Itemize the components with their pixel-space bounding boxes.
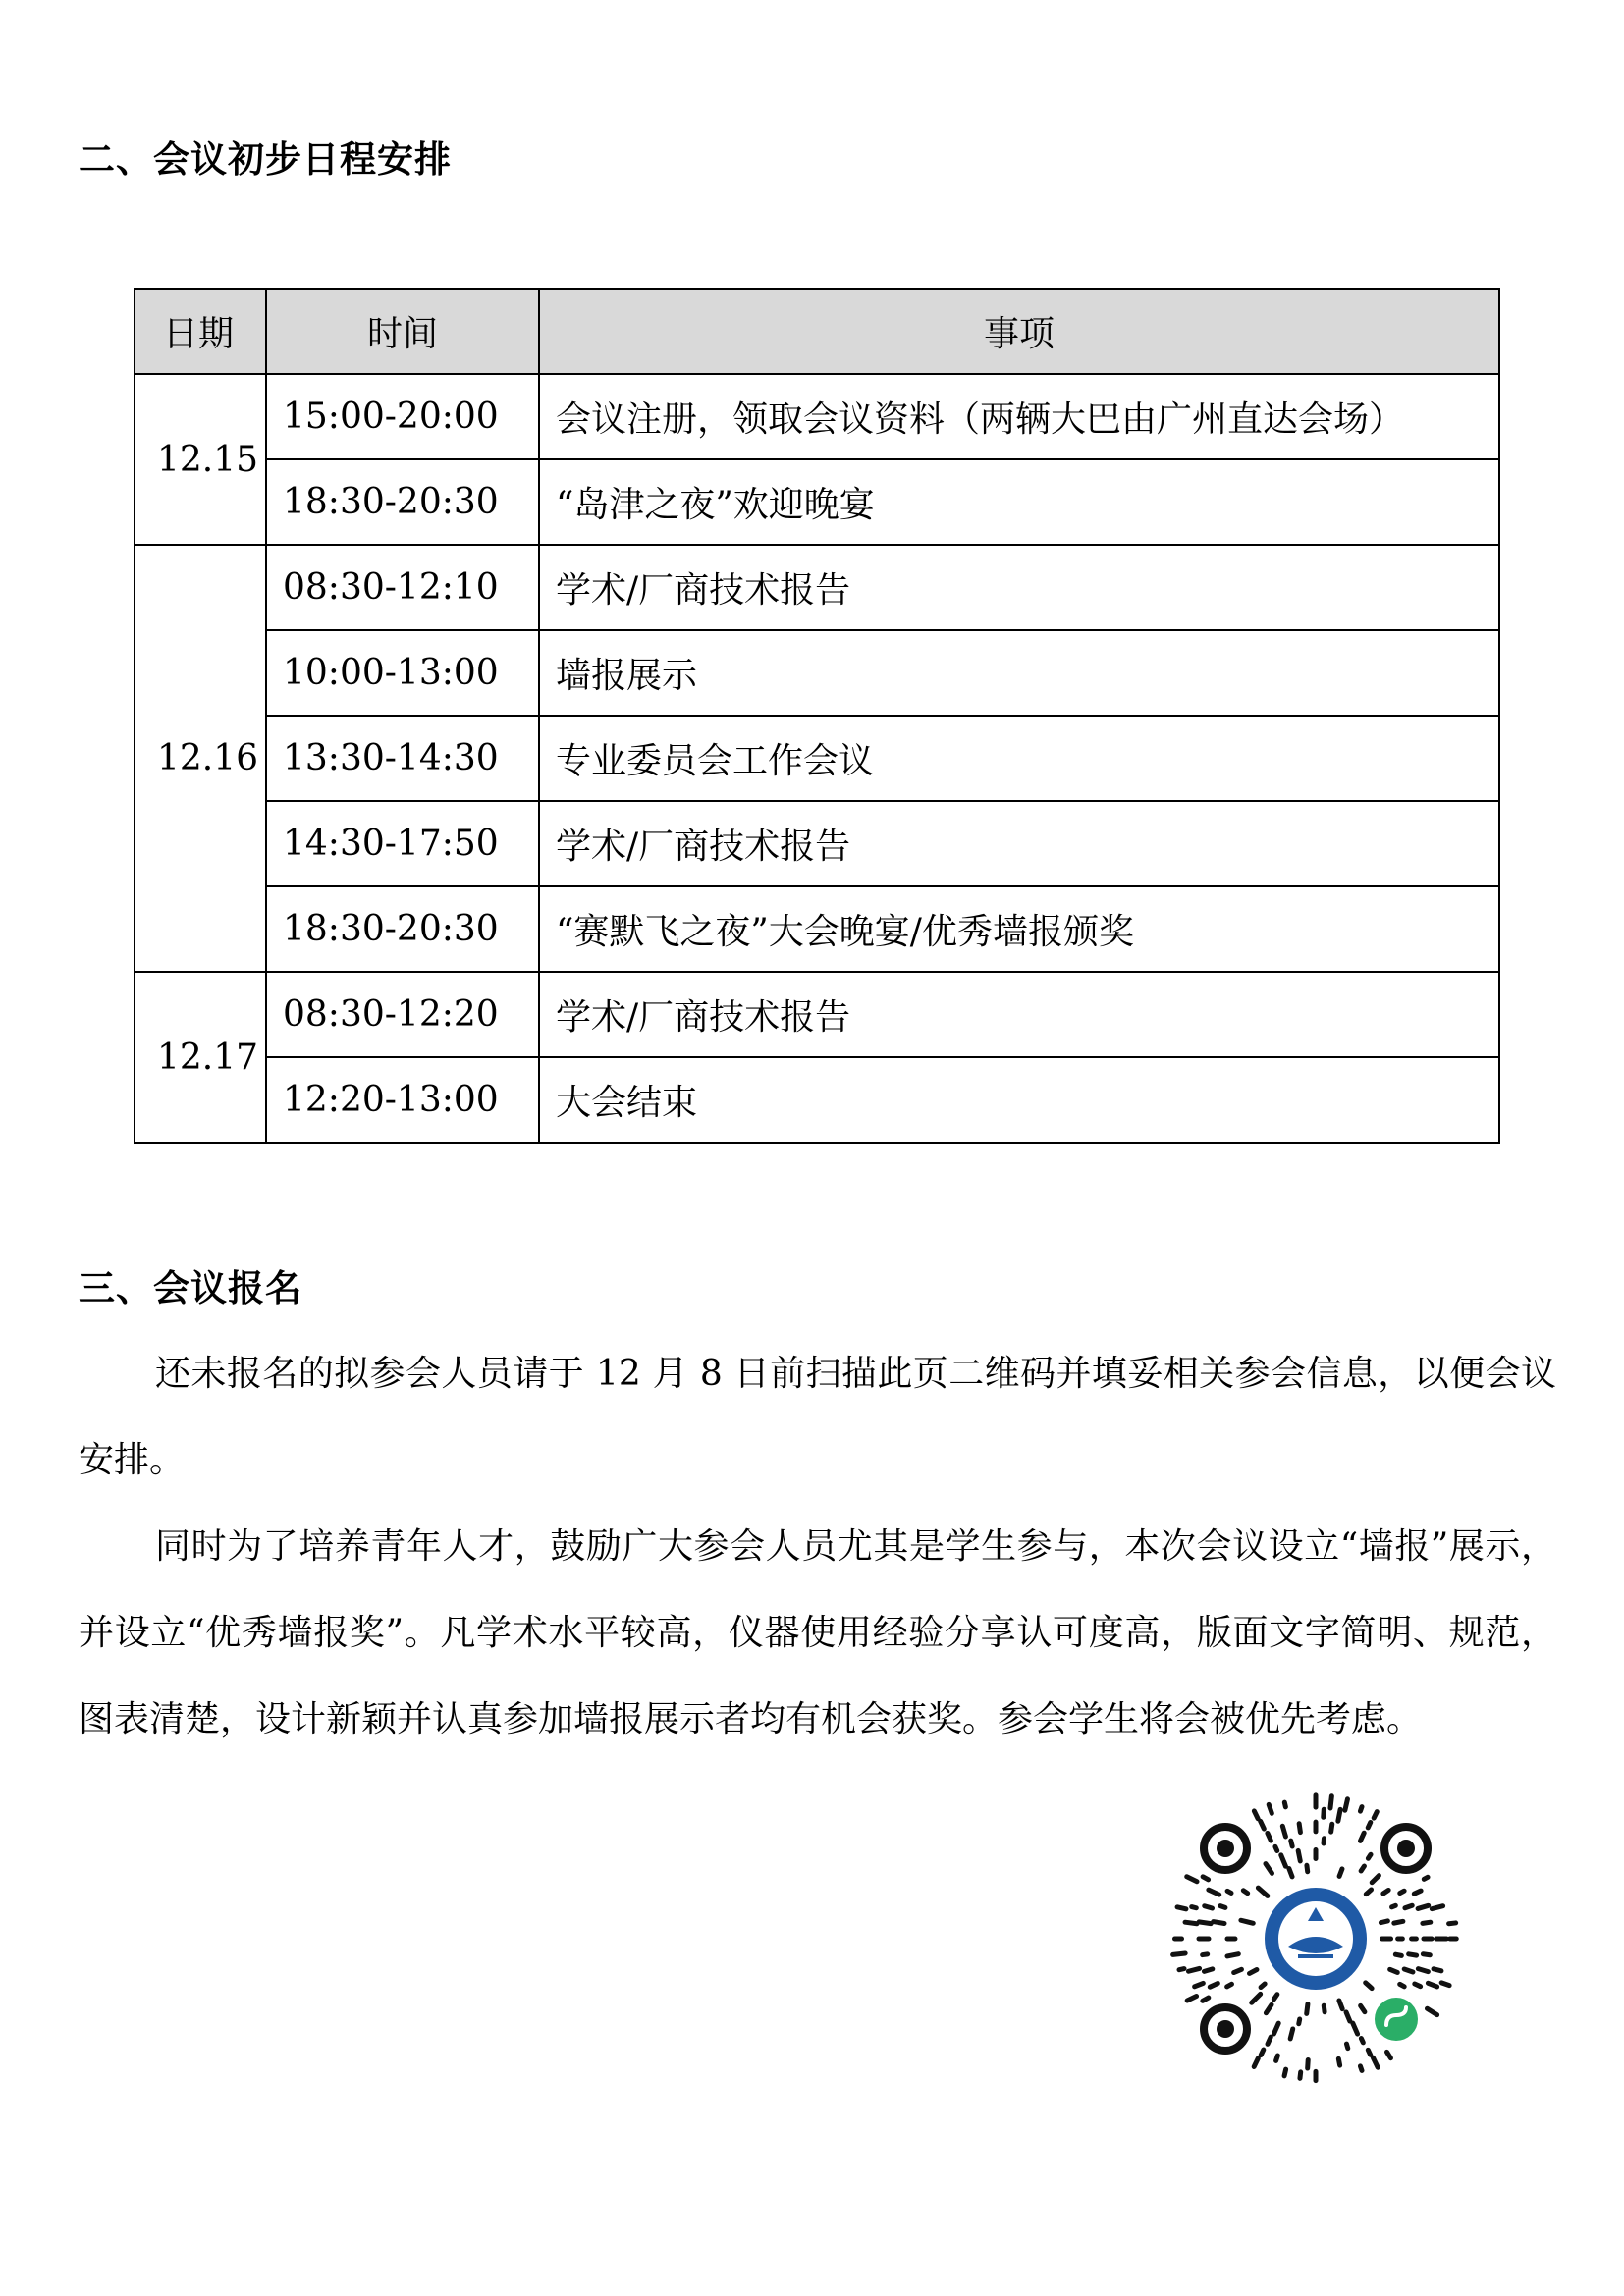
registration-paragraph: 还未报名的拟参会人员请于 12 月 8 日前扫描此页二维码并填妥相关参会信息，以便会议安排。 [79,1354,1556,1480]
qr-code-mark [1195,1983,1204,1986]
qr-code-mark [1434,1969,1441,1971]
qr-code-mark [1324,2005,1325,2012]
time-cell: 18:30-20:30 [266,886,539,972]
qr-code-mark [1373,2057,1378,2067]
qr-code-mark [1400,1984,1405,1986]
event-cell: 会议注册，领取会议资料（两辆大巴由广州直达会场） [539,374,1499,459]
qr-code-mark [1261,2050,1264,2056]
qr-code-mark [1192,1907,1197,1908]
qr-code-mark [1360,2066,1362,2071]
qr-code-mark [1414,1891,1421,1894]
qr-code-mark [1424,1877,1428,1879]
date-cell: 12.16 [135,545,266,972]
qr-code-mark [1339,2001,1342,2009]
table-row [135,630,1499,716]
qr-code-mark [1338,2058,1339,2065]
qr-code-mark [1368,1822,1371,1827]
qr-code-mark [1243,1891,1247,1894]
qr-code-mark [1380,1921,1387,1923]
qr-code-mark [1366,1983,1372,1989]
qr-code-mark [1345,1799,1348,1810]
qr-code-mark [1383,1890,1388,1894]
qr-code-mark [1298,1850,1300,1861]
qr-code-mark [1266,1864,1272,1874]
qr-code-mark [1269,1804,1272,1813]
qr-code-mark [1203,1954,1208,1955]
header-event: 事项 [539,289,1499,374]
qr-code-mark [1205,1906,1213,1908]
time-cell: 15:00-20:00 [266,374,539,459]
qr-code-mark [1199,1922,1211,1924]
qr-code-mark [1173,1953,1186,1954]
qr-code-mark [1405,1905,1412,1908]
time-cell: 18:30-20:30 [266,459,539,545]
qr-code-mark [1203,1877,1208,1880]
qr-code-mark [1227,1954,1238,1956]
qr-code-mark [1187,1996,1196,2000]
table-row [135,545,1499,630]
qr-code-mark [1346,2044,1347,2049]
event-cell: 学术/厂商技术报告 [539,545,1499,630]
table-header-row [135,289,1499,374]
qr-code-mark [1179,1969,1184,1970]
event-cell: 墙报展示 [539,630,1499,716]
society-logo-icon [1259,1882,1373,1996]
qr-code-mark [1289,1868,1292,1876]
qr-code-mark [1210,1984,1218,1988]
qr-code-mark [1360,1807,1362,1812]
qr-code-mark [1404,1969,1413,1972]
qr-code-mark [1400,1891,1404,1893]
qr-code-mark [1261,1821,1265,1829]
qr-code-mark [1395,1954,1401,1955]
qr-code-mark [1390,1969,1398,1972]
event-cell: 学术/厂商技术报告 [539,801,1499,886]
date-cell: 12.17 [135,972,266,1143]
qr-code-mark [1427,2008,1436,2014]
qr-code-mark [1368,2050,1370,2055]
qr-code-mark [1241,1920,1253,1923]
qr-code-mark [1234,1969,1242,1972]
qr-code-mark [1268,2037,1271,2044]
qr-code-mark [1361,2039,1363,2043]
qr-code-mark [1308,2059,1309,2068]
qr-code-mark [1307,1865,1308,1871]
qr-code-mark [1368,1854,1371,1858]
event-cell: “赛默飞之夜”大会晚宴/优秀墙报颁奖 [539,886,1499,972]
qr-code-mark [1418,1905,1429,1908]
wechat-mini-program-badge-icon [1373,1996,1420,2043]
header-date: 日期 [135,289,266,374]
section-heading-registration: 三、会议报名 [79,1267,302,1309]
qr-code-mark [1282,1826,1285,1837]
qr-code-mark [1273,1995,1276,2000]
qr-code-mark [1418,1969,1428,1972]
qr-code-mark [1338,1809,1340,1821]
qr-code-mark [1258,1888,1267,1896]
qr-code-mark [1409,1954,1417,1955]
qr-code-mark [1324,1809,1325,1817]
qr-code-mark [1276,2056,1278,2060]
time-cell: 14:30-17:50 [266,801,539,886]
qr-code-mark [1261,1984,1265,1988]
qr-code-mark [1203,1998,1209,2001]
qr-code-mark [1361,1866,1364,1871]
qr-code-mark [1330,1796,1331,1808]
qr-code-mark [1214,1922,1224,1924]
time-cell: 10:00-13:00 [266,630,539,716]
qr-code-mark [1339,1869,1342,1876]
poster-award-paragraph: 同时为了培养青年人才，鼓励广大参会人员尤其是学生参与，本次会议设立“墙报”展示，并设立“优秀墙报奖”。凡学术水平较高，仪器使用经验分享认可度高，版面文字简明、规范，图表清楚，设计新颖并认真参加墙报展示者均有机会获奖。参会学生将会被优先考虑。 [79,1526,1556,1739]
qr-code-mark [1268,1833,1272,1841]
time-cell: 13:30-14:30 [266,716,539,801]
qr-code-mark [1284,1802,1285,1807]
qr-code-mark [1372,1876,1379,1883]
event-cell: 学术/厂商技术报告 [539,972,1499,1057]
qr-code-mark [1254,2058,1258,2067]
qr-code-mark [1187,1877,1197,1882]
qr-code-mark [1394,1921,1403,1923]
qr-code-mark [1284,2069,1286,2076]
table-row [135,716,1499,801]
qr-code-mark [1227,1984,1232,1987]
qr-code-mark [1220,1906,1225,1908]
table-row [135,1057,1499,1143]
qr-code-mark [1423,1922,1431,1923]
qr-code-mark [1346,2012,1350,2021]
table-row [135,972,1499,1057]
qr-code-mark [1281,1855,1286,1866]
table-row [135,374,1499,459]
event-cell: 专业委员会工作会议 [539,716,1499,801]
qr-code-mark [1428,1983,1436,1987]
qr-code-mark [1360,1833,1364,1841]
qr-code-mark [1177,1907,1186,1909]
event-cell: “岛津之夜”欢迎晚宴 [539,459,1499,545]
date-cell: 12.15 [135,374,266,545]
table-row [135,886,1499,972]
qr-code-mark [1361,2005,1365,2011]
qr-code-mark [1266,2004,1272,2012]
qr-code-mark [1432,1906,1442,1909]
qr-code-mark [1209,1890,1219,1895]
mini-program-qr-code-icon[interactable] [1168,1791,1463,2086]
qr-code-mark [1227,1891,1231,1893]
qr-code-mark [1415,1984,1421,1987]
qr-code-mark [1449,1923,1456,1924]
qr-code-mark [1185,1922,1197,1924]
qr-code-mark [1299,1824,1300,1833]
qr-code-mark [1392,1905,1396,1907]
qr-code-mark [1252,1994,1261,2002]
qr-code-mark [1366,1890,1371,1895]
table-row [135,459,1499,545]
qr-code-mark [1273,2023,1278,2034]
time-cell: 12:20-13:00 [266,1057,539,1143]
qr-code-mark [1250,1970,1257,1974]
schedule-table [134,288,1500,1144]
qr-code-mark [1300,2072,1301,2078]
qr-code-mark [1188,1968,1199,1971]
qr-code-mark [1290,2029,1293,2039]
time-cell: 08:30-12:20 [266,972,539,1057]
qr-code-mark [1374,1812,1377,1818]
qr-code-mark [1353,2023,1358,2034]
table-row [135,801,1499,886]
header-time: 时间 [266,289,539,374]
event-cell: 大会结束 [539,1057,1499,1143]
qr-code-mark [1331,1824,1332,1832]
time-cell: 08:30-12:10 [266,545,539,630]
qr-code-mark [1275,1846,1277,1850]
qr-code-mark [1423,1954,1430,1955]
qr-code-mark [1387,2052,1391,2057]
qr-code-mark [1307,2004,1308,2014]
section-heading-schedule: 二、会议初步日程安排 [79,138,452,181]
qr-code-mark [1299,2019,1300,2024]
qr-code-mark [1204,1969,1212,1971]
qr-code-mark [1291,1841,1292,1846]
qr-code-mark [1254,1811,1258,1819]
qr-code-mark [1441,1983,1449,1986]
